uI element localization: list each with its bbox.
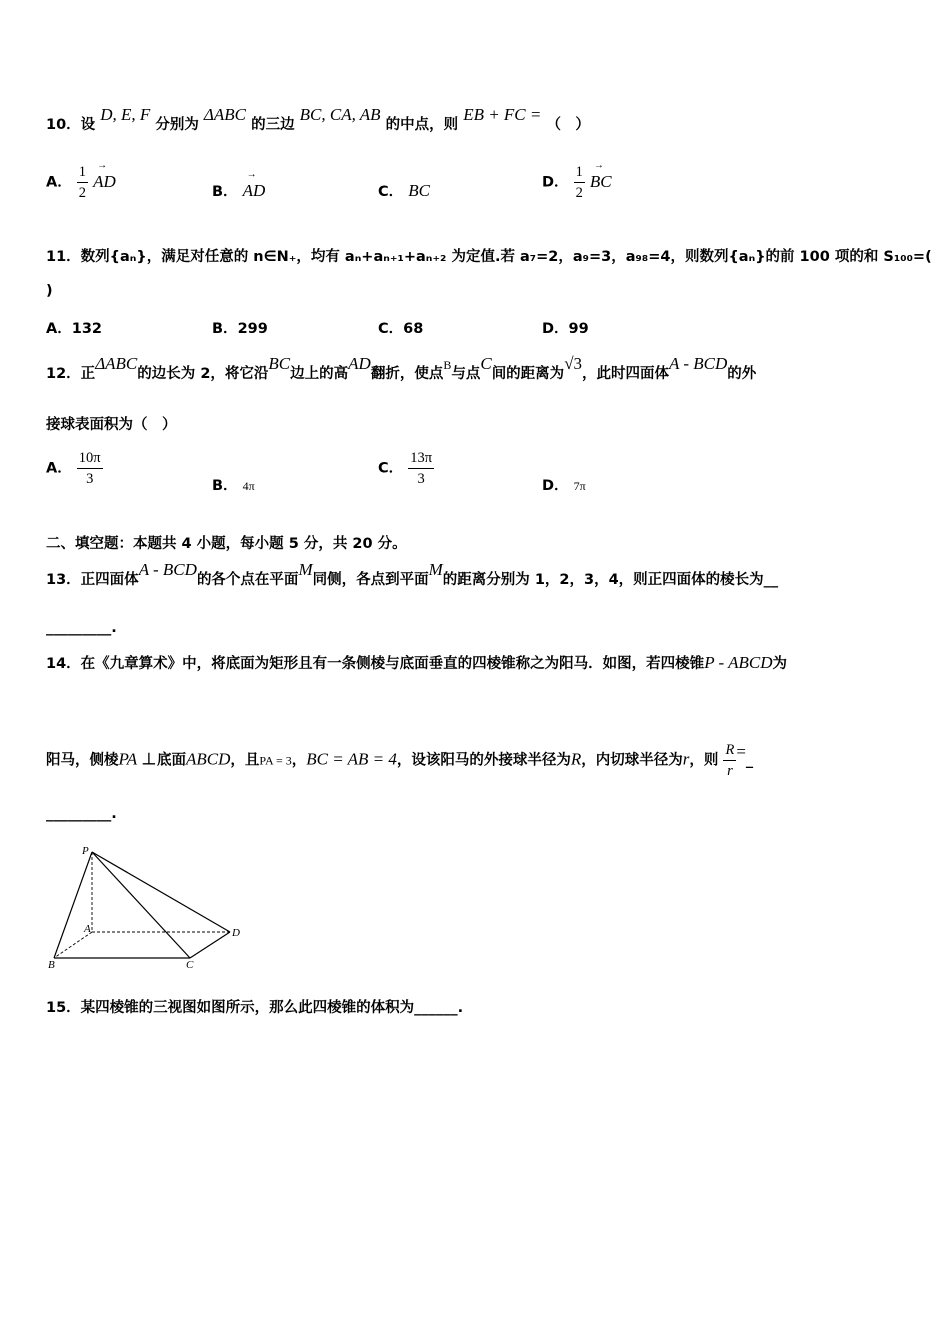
label-d: D <box>232 927 240 939</box>
q14-line3: _________. <box>46 806 117 822</box>
q10-option-b[interactable]: B． → AD <box>212 180 265 201</box>
section-heading: 二、填空题：本题共 4 小题，每小题 5 分，共 20 分。 <box>46 536 407 552</box>
q13-line1: 13．正四面体A - BCD的各个点在平面M同侧，各点到平面M的距离分别为 1，2，3，4，则正四面体的棱长为__ <box>46 560 779 588</box>
q12-line2: 接球表面积为（ ） <box>46 417 177 433</box>
edge-pd <box>92 852 230 932</box>
q10-option-c[interactable]: C． BC <box>378 181 430 200</box>
label-c: C <box>186 959 194 971</box>
q14-line2: 阳马，侧棱PA ⊥底面ABCD，且PA = 3，BC = AB = 4，设该阳马的外接球半径为R，内切球半径为r，则 $\frac{R}{r}$ =_ <box>46 741 754 779</box>
q12-option-c[interactable]: C． $\frac{13\pi}{3}$ <box>378 450 433 487</box>
q10-line: 10．设 D, E, F 分别为 ΔABC 的三边 BC, CA, AB 的中点，则 EB + FC = （ ） <box>46 105 590 133</box>
q12-option-a[interactable]: A． $\frac{10\pi}{3}$ <box>46 450 101 487</box>
q12-line1: 12．正ΔABC的边长为 2，将它沿BC边上的高AD翻折，使点$^B$与点C间的距离为√3，此时四面体A - BCD的外 <box>46 354 757 382</box>
fraction: $\frac{10\pi}{3}$ <box>78 450 101 487</box>
q10-option-a[interactable]: A． $\frac{1}{2}$ → AD <box>46 162 116 203</box>
q11-option-d[interactable]: D．99 <box>542 321 589 337</box>
label-a: A <box>84 923 91 935</box>
q12-option-d[interactable]: D． 7π <box>542 478 586 494</box>
q14-line1: 14．在《九章算术》中，将底面为矩形且有一条侧棱与底面垂直的四棱锥称之为阳马．如图，若四棱锥P - ABCD为 <box>46 653 788 672</box>
edge-cd <box>190 932 230 958</box>
fraction: $\frac{1}{2}$ <box>575 164 583 201</box>
pyramid-figure <box>44 842 254 974</box>
fraction: $\frac{13\pi}{3}$ <box>410 450 433 487</box>
q12-option-b[interactable]: B． 4π <box>212 478 255 494</box>
q11-line1: 11．数列{aₙ}，满足对任意的 n∈N₊，均有 aₙ+aₙ₊₁+aₙ₊₂ 为定值.若 a₇=2，a₉=3，a₉₈=4，则数列{aₙ}的前 100 项的和 S₁₀₀=( <box>46 249 932 265</box>
q13-line2: _________. <box>46 620 117 636</box>
edge-pc <box>92 852 190 958</box>
q11-line2: ) <box>46 283 53 299</box>
q11-option-b[interactable]: B．299 <box>212 321 268 337</box>
q10-option-d[interactable]: D． $\frac{1}{2}$ → BC <box>542 162 612 203</box>
q15-line: 15．某四棱锥的三视图如图所示，那么此四棱锥的体积为______. <box>46 1000 464 1016</box>
q11-option-a[interactable]: A．132 <box>46 321 103 337</box>
label-p: P <box>82 845 89 857</box>
q11-option-c[interactable]: C．68 <box>378 321 424 337</box>
edge-pb <box>54 852 92 958</box>
edge-ab <box>54 932 92 958</box>
fraction: $\frac{1}{2}$ <box>78 164 87 201</box>
label-b: B <box>48 959 55 971</box>
fraction: $\frac{R}{r}$ <box>725 742 735 779</box>
